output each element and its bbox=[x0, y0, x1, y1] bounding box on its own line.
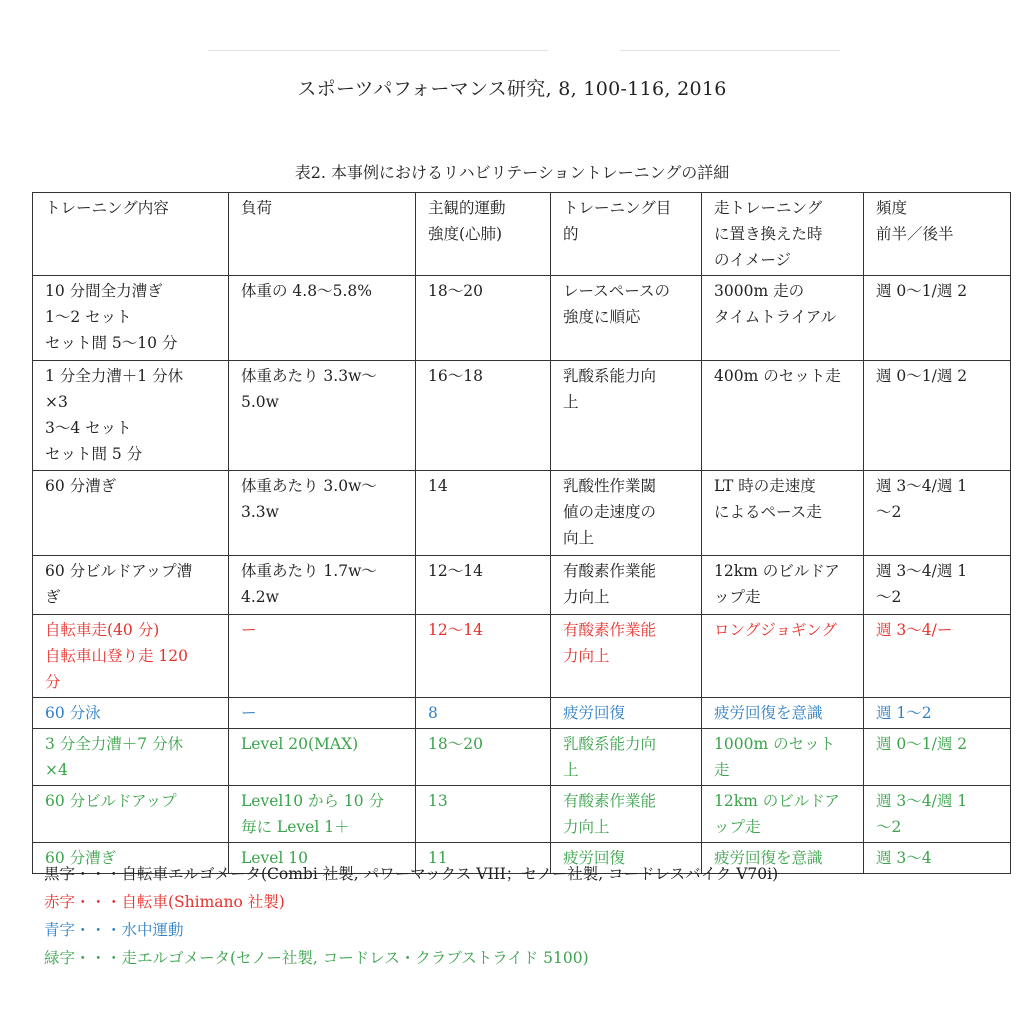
table-cell: 有酸素作業能 力向上 bbox=[551, 615, 702, 698]
table-cell: 体重あたり 1.7w〜 4.2w bbox=[229, 556, 416, 615]
table-cell: ロングジョギング bbox=[702, 615, 864, 698]
table-cell: 12〜14 bbox=[416, 615, 551, 698]
table-cell: 1000m のセット 走 bbox=[702, 729, 864, 786]
table-cell: 疲労回復 bbox=[551, 843, 702, 874]
table-cell: ー bbox=[229, 615, 416, 698]
table-cell: ー bbox=[229, 698, 416, 729]
table-row bbox=[33, 698, 1011, 729]
table-cell: 12km のビルドア ップ走 bbox=[702, 786, 864, 843]
table-cell: 疲労回復 bbox=[551, 698, 702, 729]
table-row bbox=[33, 276, 1011, 361]
legend-item: 緑字・・・走エルゴメータ(セノー社製, コードレス・クラブストライド 5100) bbox=[44, 949, 589, 967]
table-cell: 疲労回復を意識 bbox=[702, 843, 864, 874]
table-cell: 10 分間全力漕ぎ 1〜2 セット セット間 5〜10 分 bbox=[33, 276, 229, 361]
table-cell: 乳酸系能力向 上 bbox=[551, 729, 702, 786]
table-title: 表2. 本事例におけるリハビリテーショントレーニングの詳細 bbox=[294, 163, 730, 182]
table-cell: 週 3〜4/ー bbox=[864, 615, 1011, 698]
table-cell: 体重あたり 3.0w〜 3.3w bbox=[229, 471, 416, 556]
table-cell: 週 3〜4 bbox=[864, 843, 1011, 874]
table-cell: 週 1〜2 bbox=[864, 698, 1011, 729]
table-cell: 12〜14 bbox=[416, 556, 551, 615]
table-cell: 12km のビルドア ップ走 bbox=[702, 556, 864, 615]
table-cell: Level 20(MAX) bbox=[229, 729, 416, 786]
table-cell: 16〜18 bbox=[416, 361, 551, 471]
table-cell: 3000m 走の タイムトライアル bbox=[702, 276, 864, 361]
journal-citation: スポーツパフォーマンス研究, 8, 100-116, 2016 bbox=[297, 78, 727, 100]
table-row bbox=[33, 471, 1011, 556]
header-cell: 主観的運動 強度(心肺) bbox=[416, 193, 551, 276]
table-cell: 週 3〜4/週 1 〜2 bbox=[864, 471, 1011, 556]
table-cell: LT 時の走速度 によるペース走 bbox=[702, 471, 864, 556]
table-cell: 体重あたり 3.3w〜 5.0w bbox=[229, 361, 416, 471]
table-cell: 60 分漕ぎ bbox=[33, 843, 229, 874]
table-cell: 週 0〜1/週 2 bbox=[864, 361, 1011, 471]
table-cell: 週 0〜1/週 2 bbox=[864, 276, 1011, 361]
table-cell: 乳酸性作業閾 値の走速度の 向上 bbox=[551, 471, 702, 556]
table-cell: 8 bbox=[416, 698, 551, 729]
table-cell: 60 分ビルドアップ bbox=[33, 786, 229, 843]
table-cell: 乳酸系能力向 上 bbox=[551, 361, 702, 471]
table-cell: 60 分泳 bbox=[33, 698, 229, 729]
header-cell: トレーニング内容 bbox=[33, 193, 229, 276]
header-cell: トレーニング目 的 bbox=[551, 193, 702, 276]
table-row bbox=[33, 615, 1011, 698]
table-row bbox=[33, 556, 1011, 615]
table-row bbox=[33, 361, 1011, 471]
header-cell: 走トレーニング に置き換えた時 のイメージ bbox=[702, 193, 864, 276]
table-cell: 有酸素作業能 力向上 bbox=[551, 556, 702, 615]
header-row bbox=[33, 193, 1011, 276]
table-cell: Level10 から 10 分 毎に Level 1＋ bbox=[229, 786, 416, 843]
table-cell: 400m のセット走 bbox=[702, 361, 864, 471]
header-cell: 頻度 前半／後半 bbox=[864, 193, 1011, 276]
table-row bbox=[33, 786, 1011, 843]
table-cell: 13 bbox=[416, 786, 551, 843]
table-cell: 60 分ビルドアップ漕 ぎ bbox=[33, 556, 229, 615]
table-cell: 有酸素作業能 力向上 bbox=[551, 786, 702, 843]
table-cell: 週 3〜4/週 1 〜2 bbox=[864, 786, 1011, 843]
table-cell: 1 分全力漕＋1 分休 ×3 3〜4 セット セット間 5 分 bbox=[33, 361, 229, 471]
table-cell: 60 分漕ぎ bbox=[33, 471, 229, 556]
table-cell: 18〜20 bbox=[416, 276, 551, 361]
table-row bbox=[33, 729, 1011, 786]
table-cell: Level 10 bbox=[229, 843, 416, 874]
table-cell: 体重の 4.8〜5.8% bbox=[229, 276, 416, 361]
legend-item: 赤字・・・自転車(Shimano 社製) bbox=[44, 893, 285, 911]
table-cell: 週 0〜1/週 2 bbox=[864, 729, 1011, 786]
rehabilitation-training-table bbox=[32, 192, 1011, 874]
table-cell: 18〜20 bbox=[416, 729, 551, 786]
table-cell: 3 分全力漕＋7 分休 ×4 bbox=[33, 729, 229, 786]
table-cell: レースペースの 強度に順応 bbox=[551, 276, 702, 361]
top-rule-left bbox=[208, 50, 548, 51]
table-cell: 11 bbox=[416, 843, 551, 874]
table-cell: 14 bbox=[416, 471, 551, 556]
table-cell: 疲労回復を意識 bbox=[702, 698, 864, 729]
table-cell: 週 3〜4/週 1 〜2 bbox=[864, 556, 1011, 615]
header-cell: 負荷 bbox=[229, 193, 416, 276]
legend-item: 黒字・・・自転車エルゴメータ(Combi 社製, パワーマックス VIII；セノー社製, コードレスバイク V70i) bbox=[44, 865, 779, 883]
table-cell: 自転車走(40 分) 自転車山登り走 120 分 bbox=[33, 615, 229, 698]
top-rule-right bbox=[620, 50, 840, 51]
legend-item: 青字・・・水中運動 bbox=[44, 921, 184, 939]
